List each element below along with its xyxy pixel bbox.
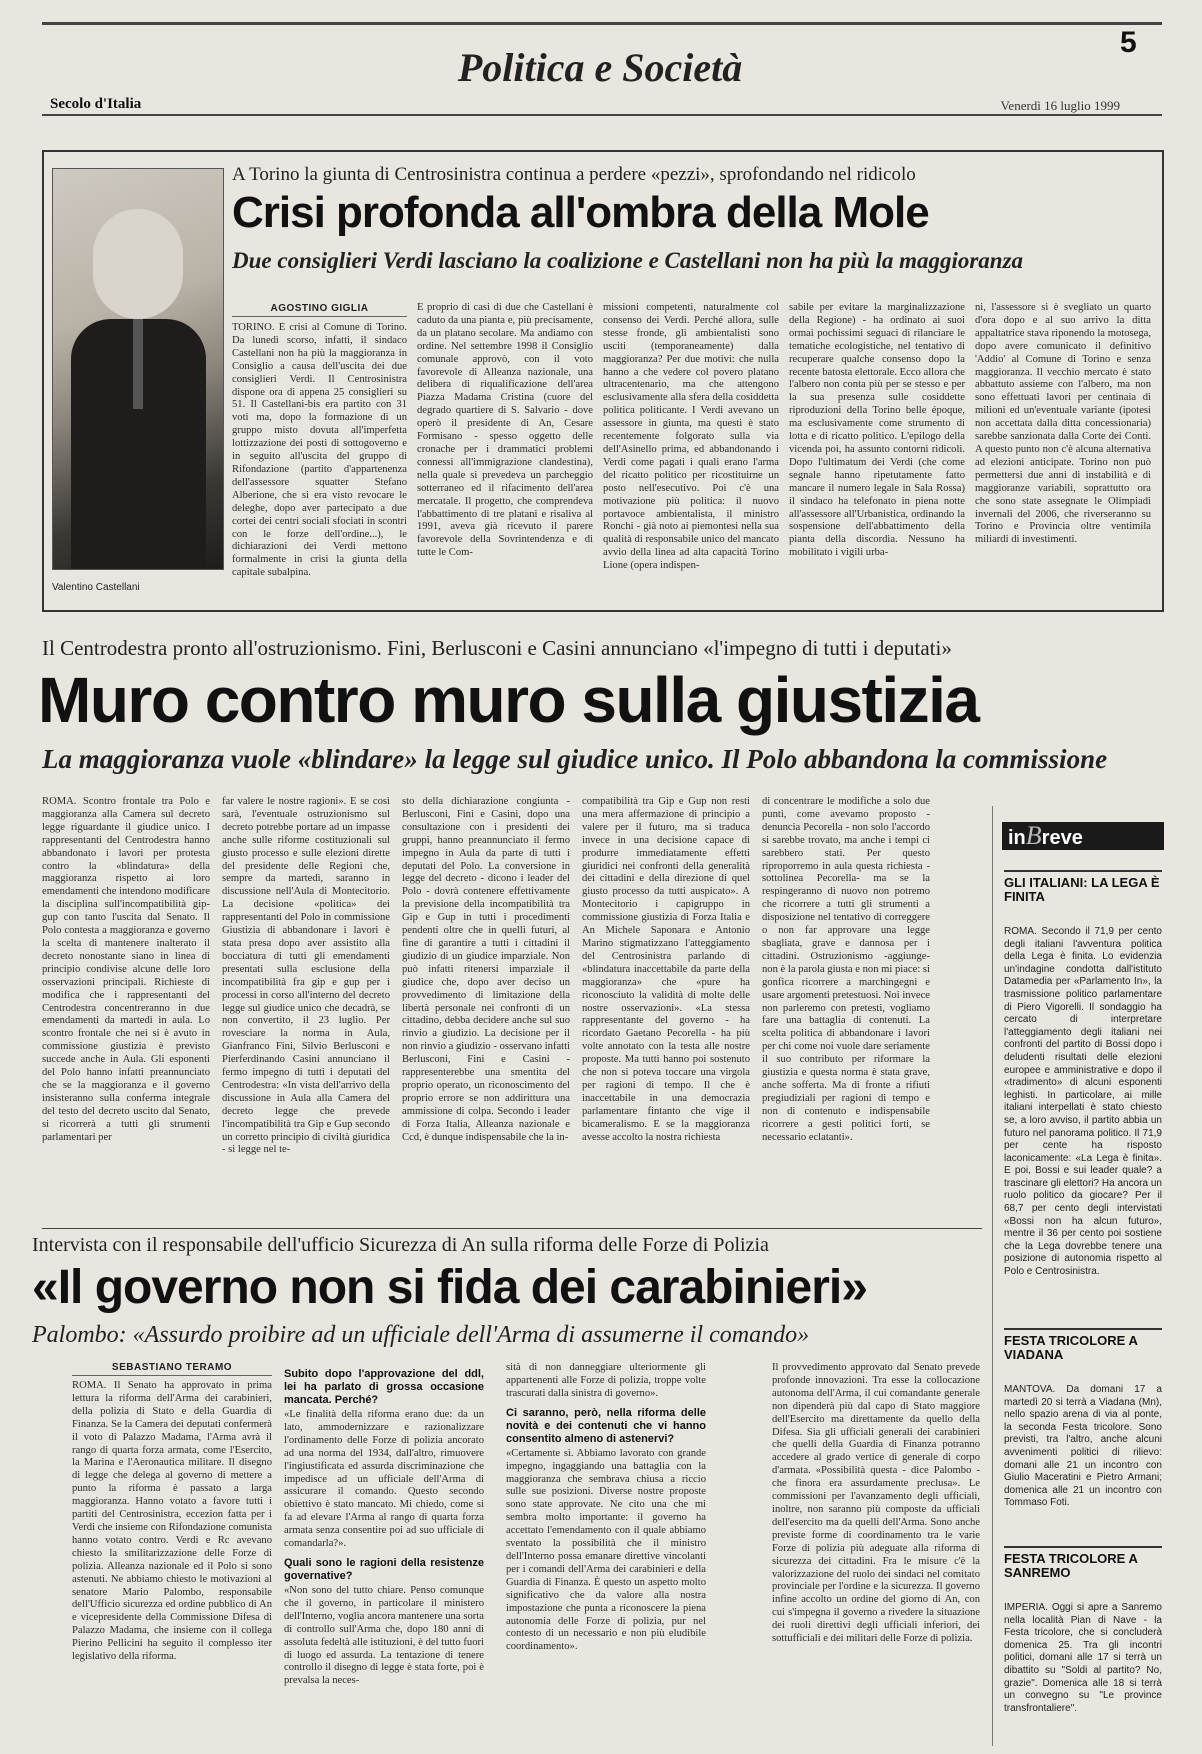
article2-headline: Muro contro muro sulla giustizia xyxy=(38,664,979,736)
in-breve-prefix: in xyxy=(1008,827,1026,849)
section-title: Politica e Società xyxy=(457,45,743,90)
article3-kicker: Intervista con il responsabile dell'ufficio Sicurezza di An sulla riforma delle Forze di Polizia xyxy=(32,1234,769,1256)
brief-title-sanremo: FESTA TRICOLORE A SANREMO xyxy=(1004,1546,1162,1580)
article2-column-1: ROMA. Scontro frontale tra Polo e maggioranza alla Camera sul decreto legge riguardante il giudice unico. I rappresentanti del Centrodestra hanno abbandonato i lavori per protesta contro la «blindatura» della maggioranza rispetto ai loro emendamenti che intendono modificare la disciplina sull'incompatibilità gip-gup con tanto l'uscita dal Senato. Il Polo contesta a maggioranza e governo la scelta di mantenere inalterato il decreto nonostante siano in linea di principio condivise alcune delle loro osservazioni principali. Richieste di modifica che i rappresentanti del Centrodestra concentreranno in due emendamenti da martedì in aula. Lo scontro frontale che nei si è avuto in commissione giustizia è previsto succede anche in Aula. Gli esponenti del Polo hanno infatti preannunciato che se la maggioranza e il governo insisteranno sulla conferma integrale del testo del decreto uscito dal Senato, si ricorrerà a tutti gli strumenti parlamentari per xyxy=(42,796,210,1143)
article1-column-3: missioni competenti, naturalmente col consenso dei Verdi. Perché allora, sulle stesse fronde, gli ambientalisti sono usciti (temporaneamente) dalla maggioranza? Per due motivi: che nulla hanno a che vedere col povero platano ultracentenario, ma che attengono esclusivamente alla sfera della cosiddetta politica politicante. I Verdi avevano un assessore in giunta, ma questi è stato recentemente folgorato sulla via dell'Asinello prima, ed abbandonando i Verdi come pagati i quali erano l'arma del ricatto politico per ricostituirne un posto nell'esecutivo. Poi c'è una motivazione più politica: il nuovo portavoce ambientalista, il ministro Ronchi - già noto ai piemontesi nella sua qualità di responsabile unico del mancato avvio della linea ad alta capacità Torino Lione (opera indispen- xyxy=(603,302,779,572)
article2-kicker: Il Centrodestra pronto all'ostruzionismo. Fini, Berlusconi e Casini annunciano «l'impegno di tutti i deputati» xyxy=(42,636,952,660)
issue-date: Venerdì 16 luglio 1999 xyxy=(1000,98,1120,113)
interview-question-2: Quali sono le ragioni della resistenze governative? xyxy=(284,1556,484,1582)
interview-question-1: Subito dopo l'approvazione del ddl, lei ha parlato di grossa occasione mancata. Perché? xyxy=(284,1368,484,1406)
brief-text-sanremo: IMPERIA. Oggi si apre a Sanremo nella località Pian di Nave - la Festa tricolore, che si concluderà domenica 25. Tra gli incontri politici, domani alle 17 si terrà un dibattito su "Soldi al partito? No, grazie". Domenica alle 18 si terrà un convegno su "Le province transfrontaliere". xyxy=(1004,1602,1162,1714)
article1-column-2: E proprio di casi di due che Castellani è caduto da una pianta e, più precisamente, da un platano secolare. Ma andiamo con ordine. Nel settembre 1998 il Consiglio comunale approvò, con il voto favorevole di Alleanza nazionale, una delibera di riqualificazione dell'area Piazza Madama Cristina (cuore del degrado quartiere di S. Salvario - dove operò il presidente di An, Cesare Formisano - spesso oggetto delle cronache per i drammatici problemi connessi all'immigrazione clandestina), nella quale si prevedeva un parcheggio sotterraneo ed il rifacimento dell'area mercatale. Il progetto, che comprendeva l'abbattimento di tre platani e risaliva al 1991, aveva già ricevuto il parere favorevole della Sovrintendenza e di tutte le Com- xyxy=(417,302,593,559)
article3-column-3 xyxy=(506,1362,706,1748)
masthead-rule xyxy=(42,114,1162,116)
in-breve-logo xyxy=(1002,822,1164,850)
article1-headline: Crisi profonda all'ombra della Mole xyxy=(232,188,929,237)
brief-title-viadana: FESTA TRICOLORE A VIADANA xyxy=(1004,1328,1162,1362)
brief-text-lega: ROMA. Secondo il 71,9 per cento degli italiani l'avventura politica della Lega è finita. Lo evidenzia un'indagine condotta dall'istituto Datamedia per «Parlamento In», la trasmissione politico parlamentare di Piero Vigorelli. Il sondaggio ha cercato di interpretare l'atteggiamento degli italiani nei confronti del partito di Bossi dopo i deludenti risultati delle elezioni europee e amministrative e dopo il «tradimento» di alcuni esponenti leghisti. In particolare, ai mille italiani interpellati è stato chiesto se, a loro avviso, il partito abbia un futuro nel panorama politico. Il 71,9 per cente ha risposto laconicamente: «La Lega è finita». E poi, Bossi e sui leader quale? a trascinare gli elettori? Ha ancora un ruolo politico da giocare? Per il 68,7 per cento degli intervistati «Bossi non ha alcun futuro», mentre il 36 per cento poi sostiene che la Lega dovrebbe tenere una posizione di autonomia rispetto al Polo e Centrosinistra. xyxy=(1004,926,1162,1278)
article1-column-1: TORINO. È crisi al Comune di Torino. Da lunedì scorso, infatti, il sindaco Castellani non ha più la maggioranza in Consiglio a causa dell'uscita dei due consiglieri Verdi. Il Centrosinistra dispone ora di appena 25 consiglieri su 51. Il Castellani-bis era partito con 31 voti ma, dopo la formazione di un gruppo misto dovuta all'imperfetta lottizzazione dei posti di sottogoverno e in seguito all'uscita del gruppo di Rifondazione (partito d'appartenenza dell'assessore squatter Stefano Alberione, che si era visto revocare le deleghe, dopo aver partecipato a due cortei dei centri sociali sfociati in scontri con le forze dell'ordine...), le dichiarazioni dei Verdi mettono formalmente in crisi la giunta della capitale subalpina. xyxy=(232,322,407,579)
article1-byline: AGOSTINO GIGLIA xyxy=(232,303,407,317)
interview-answer-3: «Certamente sì. Abbiamo lavorato con grande impegno, ingaggiando una battaglia con la maggioranza che sembrava chiusa a riccio sulle sue posizioni. Diverse nostre proposte sono state approvate. Ne cito una che mi sembra molto importante: il governo ha accettato l'emendamento con il quale abbiamo sventato la possibilità che il ministro dell'Interno possa emanare direttive vincolanti per i comandi dell'Arma dei carabinieri e della Guardia di Finanza. È questo un aspetto molto significativo che da valore alla nostra impostazione che punta a riconoscere la piena autonomia delle Forze di polizia, pur nel contesto di un necessario e non più eludibile coordinamento». xyxy=(506,1447,706,1653)
in-breve-rest: reve xyxy=(1041,827,1083,849)
interview-answer-2: «Non sono del tutto chiare. Penso comunque che il governo, in particolare il ministero dell'Interno, voglia ancora mantenere una sorta di controllo sull'Arma che, dopo 180 anni di assoluta fedeltà alle istituzioni, è del tutto fuori di luogo ed assurda. La tentazione di tenere controllo il disegno di legge è stata forte, poi è prevalsa la neces- xyxy=(284,1584,484,1687)
brief-title-lega: GLI ITALIANI: LA LEGA È FINITA xyxy=(1004,870,1162,904)
article2-column-3: sto della dichiarazione congiunta - Berlusconi, Fini e Casini, dopo una consultazione con i presidenti dei gruppi, hanno preannunciato il fermo impegno in Aula da parte di tutti i deputati del Polo. La conversione in legge del decreto - dicono i leader del Polo - dovrà contenere effettivamente la previsione della incompatibilità tra Gip e Gup in tutti i procedimenti pendenti oltre che in quelli futuri, al fine di garantire a tutti i cittadini il giudizio di un giudice imparziale. Non può infatti ritenersi imparziale il giudice che, dopo aver deciso un provvedimento di limitazione della libertà personale nei confronti di un cittadino, debba decidere anche sul suo rinvio a giudizio. La decisione per il non rinvio a giudizio - osservano infatti Berlusconi, Fini e Casini - rappresenterebbe una smentita del proprio operato, un riconoscimento del proprio errore se non addirittura una ammissione di colpa. Secondo i leader di Forza Italia, Alleanza nazionale e Ccd, è dunque indispensabile che la in- xyxy=(402,796,570,1143)
article3-byline: SEBASTIANO TERAMO xyxy=(72,1362,272,1376)
article3-top-rule xyxy=(42,1228,982,1229)
article3-headline: «Il governo non si fida dei carabinieri» xyxy=(32,1261,867,1314)
article2-subhead: La maggioranza vuole «blindare» la legge sul giudice unico. Il Polo abbandona la commissione xyxy=(42,744,1108,774)
paper-name: Secolo d'Italia xyxy=(50,96,142,112)
page-number: 5 xyxy=(1120,26,1137,59)
photo-caption: Valentino Castellani xyxy=(52,582,140,593)
article3-column-4: Il provvedimento approvato dal Senato prevede profonde innovazioni. Tra esse la collocazione autonoma dell'Arma, il cui comandante generale non dipenderà più dal capo di Stato maggiore dell'Esercito ma direttamente da quello della Difesa. Sia gli ufficiali generali dei carabinieri che quelli della Guardia di Finanza potranno accedere al grado vertice di generale di corpo d'armata. «Possibilità questa - dice Palombo - che finora era assurdamente preclusa». Le commissioni per l'avanzamento degli ufficiali, inoltre, non saranno più composte da ufficiali dell'esercito ma da quelli dell'Arma. Sono anche previste forme di coordinamento tra le varie Forze di polizia più adeguate alla riforma di sicurezza dei cittadini. Fra le misure c'è la valorizzazione del ruolo dei sindaci nel comitato provinciale per l'ordine e la sicurezza. Il governo infine accolto un ordine del giorno di An, con cui s'impegna il governo a rivedere la situazione dei ruoli direttivi degli ufficiali inferiori, dei sottufficiali e dei militari delle Forze di polizia. xyxy=(772,1362,980,1645)
interview-question-3: Ci saranno, però, nella riforma delle novità e dei contenuti che vi hanno consentito almeno di astenervi? xyxy=(506,1406,706,1445)
article1-subhead: Due consiglieri Verdi lasciano la coalizione e Castellani non ha più la maggioranza xyxy=(232,248,1024,273)
article3-subhead: Palombo: «Assurdo proibire ad un ufficiale dell'Arma di assumerne il comando» xyxy=(32,1322,810,1348)
brief-text-viadana: MANTOVA. Da domani 17 a martedì 20 si terrà a Viadana (Mn), nello spazio arena di via al ponte, la seconda Festa tricolore. Sono previsti, tra l'altro, anche alcuni avvenimenti politici di rilievo: domani alle 21 un incontro con Giulio Maceratini e Pietro Armani; domenica alle 21 un incontro con Tommaso Foti. xyxy=(1004,1384,1162,1509)
article1-kicker: A Torino la giunta di Centrosinistra continua a perdere «pezzi», sprofondando nel ridicolo xyxy=(232,164,916,185)
interview-answer-1: «Le finalità della riforma erano due: da un lato, ammodernizzare e razionalizzare l'ordinamento delle Forze di polizia ancorato ad una norma del 1934, dall'altro, rimuovere l'ingiustificata ed assurda discriminazione che impedisce ad un ufficiale dell'Arma di assicurare il comando. Questo secondo obiettivo è stato mancato. Mi chiedo, come si fa ad elevare l'Arma al rango di quarta forza armata senza consentire poi ad suo ufficiale di comandarla?». xyxy=(284,1409,484,1550)
article1-column-5: ni, l'assessore si è svegliato un quarto d'ora dopo e al suo arrivo la ditta appaltatrice stava riponendo la motosega, dopo avere comunicato il definitivo 'Addio' al Comune di Torino e senza maggioranza. Il vecchio mercato è stato abbattuto assieme con l'albero, ma non sono effettuati lavori per centinaia di milioni ed un'eventuale variante (ipotesi non accettata dalla ditta concessionaria) sarebbe sanzionata dalla Corte dei Conti. A questo punto non c'è alcuna alternativa ad elezioni anticipate. Torino non può permettersi due anni di instabilità e di maggioranze variabili, soprattutto ora che sono state assegnate le Olimpiadi invernali del 2006, che riverseranno su Torino e Provincia oltre ventimila miliardi di investimenti. xyxy=(975,302,1151,546)
article3-column-1: ROMA. Il Senato ha approvato in prima lettura la riforma dell'Arma dei carabinieri, della polizia di Stato e della Guardia di Finanza. Se la Camera dei deputati confermerà il voto di Palazzo Madama, l'Arma avrà il rango di quarta forza armata, come l'Esercito, la Marina e l'Aeronautica militare. Il disegno di legge che delega al governo di mettere a punto la riforma è passato a larga maggioranza. Hanno votato a favore tutti i partiti del Centrosinistra, eccezion fatta per i Verdi che insieme con Rifondazione comunista hanno votato contro. Verdi e Rc avevano chiesto la smilitarizzazione delle Forze di polizia. Alleanza nazionale ed il Polo si sono astenuti. Ne abbiamo chiesto le motivazioni al senatore Mario Palombo, responsabile dell'Ufficio sicurezza ed ordine pubblico di An e vicepresidente della Commissione Difesa di Palazzo Madama, che insieme con il collega Pierino Pellicini ha seguito il complesso iter legislativo della riforma. xyxy=(72,1380,272,1663)
tie-shape xyxy=(133,319,143,409)
castellani-photo xyxy=(52,168,224,570)
article2-column-2: far valere le nostre ragioni». E se così sarà, l'eventuale ostruzionismo sul decreto potrebbe portare ad un impasse anche sulle riforme costituzionali sul giusto processo e sulle elezioni dirette del presidente delle Regioni che, sempre da martedì, saranno in discussione nell'Aula di Montecitorio. La decisione «politica» dei rappresentanti del Polo in commissione Giustizia di abbandonare i lavori è stata presa dopo aver assistito alla bocciatura di tutti gli emendamenti presentati sulla esclusione della incompatibilità fra gip e gup per i processi in corso all'interno del decreto legge sul giudice unico che decadrà, se non convertito, il 23 luglio. Per rovesciare la norma in Aula, Gianfranco Fini, Silvio Berlusconi e Pierferdinando Casini annunciano il fermo impegno di tutti i deputati del Centrodestra: «In vista dell'arrivo della discussione in Aula alla Camera del decreto legge che prevede l'incompatibilità tra Gip e Gup secondo un corretto principio di civiltà giuridica - si legge nel te- xyxy=(222,796,390,1156)
interview-answer-2-cont: sità di non danneggiare ulteriormente gli appartenenti alle Forze di polizia, troppe volte trascurati dalla sinistra di governo». xyxy=(506,1362,706,1399)
article2-column-5: di concentrare le modifiche a solo due punti, come avevamo proposto - denuncia Pecorella - non solo l'accordo si sarebbe trovato, ma anche i tempi ci sarebbero stati. Per questo riproporremo in aula questa richiesta -sottolinea Pecorella- ma se la respingeranno di nuovo non potremo che ricorrere a tutti gli strumenti a disposizione nel tentativo di correggere o non far approvare una legge sbagliata, grave e dannosa per i cittadini. Ostruzionismo -aggiunge- non è la parola giusta e non mi piace: si gonfica ricorrere a marchingegni e usare argomenti pretestuosi. Noi invece non parleremo con pretesti, vogliamo fare una battaglia di contenuti. La scelta politica di abbandonare i lavori per chi come noi vuole dare seriamente il suo contributo per riformare la giustizia e questa norma è stata grave, anche sofferta. Ma di fronte a rifiuti pregiudiziali per ragioni di tempo e non di contenuto e indispensabile ricorrere a gesti politici forti, se necessario eclatanti». xyxy=(762,796,930,1143)
article1-column-4: sabile per evitare la marginalizzazione della Regione) - ha ordinato ai suoi ormai pochissimi seguaci di rilanciare le tematiche ecologistiche, nel tentativo di recuperare qualche consenso dopo la recente batosta elettorale. Ecco allora che l'albero non conta più per se stesso e per la sua presenza sulle cosiddette riproduzioni della Torino belle époque, ma esclusivamente come strumento di lotta e di ricatto politico. L'epilogo della vicenda poi, ha assunto contorni ridicoli. Dopo l'ultimatum dei Verdi (che come segnale hanno ripetutamente fatto mancare il numero legale in Sala Rossa) il sindaco ha telefonato in piena notte all'assessore all'Urbanistica, ordinando la sospensione dell'abbattimento della pianta della discordia. Nessuno ha mobilitato i vigili urba- xyxy=(789,302,965,559)
top-rule xyxy=(42,22,1162,25)
article3-column-2 xyxy=(284,1362,484,1748)
article2-column-4: compatibilità tra Gip e Gup non resti una mera affermazione di principio a valere per il futuro, ma si traduca invece in una decisione capace di produrre immediatamente effetti giuridici nei confronti della generalità dei cittadini e della direzione di quel giusto processo da tutti auspicato». A Montecitorio i capigruppo in commissione giustizia di Forza Italia e An Michele Saponara e Antonio Marino stigmatizzano l'atteggiamento del Centrosinistra parlando di «blindatura inaccettabile da parte della maggioranza» che «pure ha riconosciuto la validità di molte delle nostre osservazioni». «La stessa rappresentante del governo - ha ricordato Gaetano Pecorella - ha più volte annotato con la testa alle nostre proposte. Ma tutti hanno poi sostenuto che non si poteva toccare una virgola per ragioni di tempo. Il che è inaccettabile in una democrazia parlamentare fintanto che vige il bicameralismo. E se la maggioranza avesse accolto la nostra richiesta xyxy=(582,796,750,1143)
in-breve-initial: B xyxy=(1025,821,1042,850)
face-shape xyxy=(93,209,183,319)
